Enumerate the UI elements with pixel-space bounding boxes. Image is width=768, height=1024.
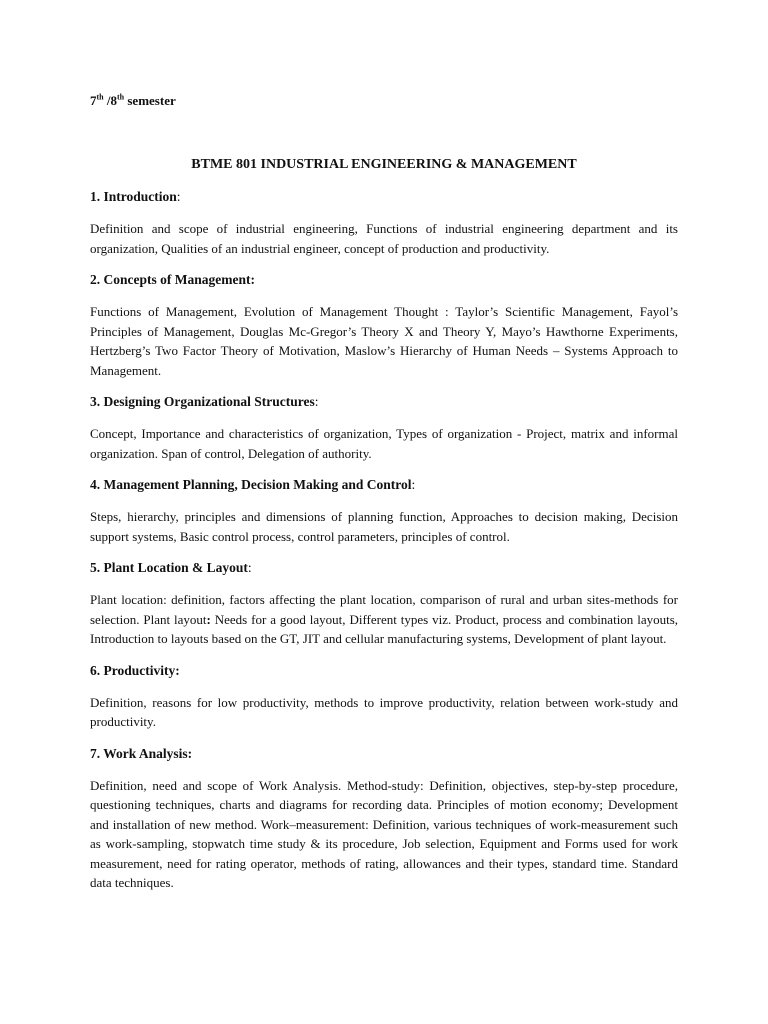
section-body: Definition, reasons for low productivity, methods to improve productivity, relation between work-study and productivity. — [90, 694, 678, 729]
section-body: Plant location: definition, factors affecting the plant location, comparison of rural and urban sites-methods for selection. Plant layout: Needs for a good layout, Different types viz. Product, process and combination layouts, Introduction to layouts based on the GT, JIT and cellular manufacturing systems, Development of plant layout. — [90, 592, 679, 646]
section-body: Definition and scope of industrial engineering, Functions of industrial engineering department and its organization, Qualities of an industrial engineer, concept of production and productivity. — [90, 221, 678, 256]
section-body: Functions of Management, Evolution of Management Thought : Taylor’s Scientific Management, Fayol’s Principles of Management, Douglas Mc-Gregor’s Theory X and Theory Y, Mayo’s Hawthorne Experiments, Hertzberg’s Two Factor Theory of Motivation, Maslow’s Hierarchy of Human Needs – Systems Approach to Management. — [90, 304, 678, 378]
course-title: BTME 801 INDUSTRIAL ENGINEERING & MANAGEMENT — [191, 157, 577, 172]
section-plant-location-layout — [90, 559, 678, 649]
section-productivity — [90, 662, 678, 732]
section-heading: 7. Work Analysis: — [90, 745, 193, 761]
section-management-planning — [90, 476, 678, 546]
section-heading: 6. Productivity: — [90, 662, 180, 678]
section-work-analysis — [90, 745, 678, 893]
section-designing-organizational-structures — [90, 393, 678, 463]
section-body: Definition, need and scope of Work Analysis. Method-study: Definition, objectives, step-by-step procedure, questioning techniques, charts and diagrams for recording data. Principles of motion economy; Development and installation of new method. Work–measurement: Definition, various techniques of work-measurement such as work-sampling, stopwatch time study & its procedure, Job selection, Equipment and Forms used for work measurement, need for rating operator, methods of rating, allowances and their types, standard time. Standard data techniques. — [90, 777, 678, 890]
section-heading: 4. Management Planning, Decision Making and Control: — [90, 477, 416, 492]
section-heading: 2. Concepts of Management: — [90, 272, 255, 287]
section-concepts-of-management — [90, 271, 678, 380]
semester-label: 7th /8th semester — [90, 92, 176, 108]
section-heading: 1. Introduction: — [90, 189, 181, 204]
section-body: Concept, Importance and characteristics of organization, Types of organization - Project, matrix and informal organization. Span of control, Delegation of authority. — [90, 426, 678, 461]
section-body: Steps, hierarchy, principles and dimensions of planning function, Approaches to decision making, Decision support systems, Basic control process, control parameters, principles of control. — [90, 509, 678, 544]
section-heading: 5. Plant Location & Layout: — [90, 560, 252, 575]
section-introduction — [90, 188, 678, 258]
section-heading: 3. Designing Organizational Structures: — [90, 394, 319, 409]
